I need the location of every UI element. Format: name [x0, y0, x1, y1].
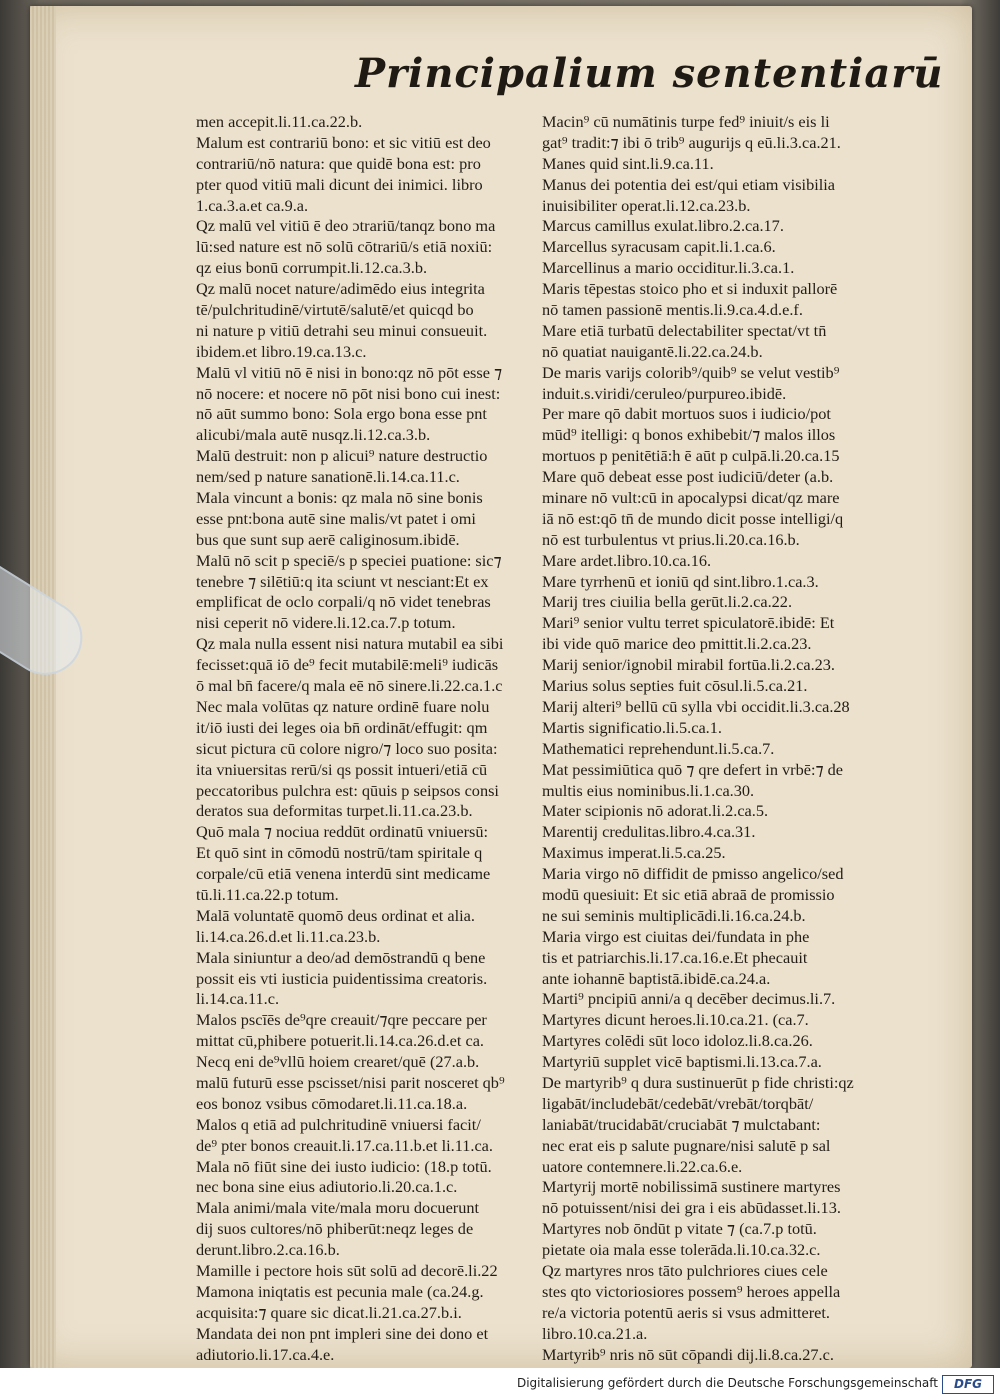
- index-line: Marij alteri⁹ bellū cū sylla vbi occidit.li.3.ca.28: [542, 696, 850, 716]
- index-line: nec bona sine eius adiutorio.li.20.ca.1.c.: [196, 1177, 458, 1197]
- index-line: Nec mala volūtas qz nature ordinē fuare nolu: [196, 696, 490, 716]
- index-line: minare nō vult:cū in apocalypsi dicat/qz mare: [542, 488, 840, 508]
- index-line: Mala siniuntur a deo/ad demōstrandū q bene: [196, 947, 486, 967]
- page-edges: [30, 6, 56, 1368]
- index-line: nō tamen passionē mentis.li.9.ca.4.d.e.f.: [542, 300, 803, 320]
- index-line: Maximus imperat.li.5.ca.25.: [542, 843, 726, 863]
- index-line: ni nature p vitiū detrahi seu minui consueuit.: [196, 320, 488, 340]
- index-line: lū:sed nature est nō solū cōtrariū/s etiā noxiū:: [196, 237, 493, 257]
- index-line: Maria virgo nō diffidit de pmisso angelico/sed: [542, 864, 844, 884]
- index-line: peccatoribus pulchra est: qūuis p seipsos consi: [196, 780, 499, 800]
- index-line: Mari⁹ senior vultu terret spiculatorē.ibidē: Et: [542, 613, 835, 633]
- right-column: [542, 112, 880, 1365]
- index-line: inuisibiliter operat.li.12.ca.23.b.: [542, 195, 751, 215]
- index-line: Mamille i pectore hois sūt solū ad decorē.li.22: [196, 1260, 498, 1280]
- index-line: Marentij credulitas.libro.4.ca.31.: [542, 822, 756, 842]
- index-line: Maria virgo est ciuitas dei/fundata in phe: [542, 926, 810, 946]
- index-line: ne sui seminis multiplicādi.li.16.ca.24.b.: [542, 905, 806, 925]
- index-line: Manus dei potentia dei est/qui etiam visibilia: [542, 174, 836, 194]
- index-line: Mamona iniqtatis est pecunia male (ca.24.g.: [196, 1281, 484, 1301]
- index-line: Martyrib⁹ nris nō sūt cōpandi dij.li.8.ca.27.c.: [542, 1344, 834, 1364]
- index-line: Mat pessimiūtica quō ⁊ qre defert in vrbē:⁊ de: [542, 759, 844, 779]
- index-line: multis eius nominibus.li.1.ca.30.: [542, 780, 755, 800]
- index-line: Mare tyrrhenū et ioniū qd sint.libro.1.ca.3.: [542, 571, 819, 591]
- index-line: possit eis vti iusticia puidentissima creatoris.: [196, 968, 488, 988]
- index-line: ō mal bn̄ facere/q mala eē nō sinere.li.22.ca.1.c: [196, 676, 503, 696]
- index-line: Mare etiā turbatū delectabiliter spectat/vt tn̄: [542, 320, 827, 340]
- index-line: Martis significatio.li.5.ca.1.: [542, 717, 722, 737]
- index-line: nisi ceperit nō videre.li.12.ca.7.p totum.: [196, 613, 456, 633]
- index-line: Qz malū nocet nature/adimēdo eius integrita: [196, 279, 485, 299]
- index-line: Qz malū vel vitiū ē deo ɔtrariū/tanqz bono ma: [196, 216, 496, 236]
- index-line: gat⁹ tradit:⁊ ibi ō trib⁹ augurijs q eū.li.3.ca.21.: [542, 132, 841, 152]
- index-line: Marti⁹ pncipiū anni/a q decēber decimus.li.7.: [542, 989, 836, 1009]
- index-line: Mater scipionis nō adorat.li.2.ca.5.: [542, 801, 769, 821]
- index-line: alicubi/mala autē nusqz.li.12.ca.3.b.: [196, 425, 431, 445]
- index-line: Macin⁹ cū numātinis turpe fed⁹ iniuit/s eis li: [542, 112, 830, 131]
- index-line: Marcellus syracusam capit.li.1.ca.6.: [542, 237, 776, 257]
- index-line: ibidem.et libro.19.ca.13.c.: [196, 341, 367, 361]
- index-line: Martyres colēdi sūt loco idoloz.li.8.ca.26.: [542, 1031, 813, 1051]
- index-line: stes qto victoriosiores possem⁹ heroes appella: [542, 1281, 841, 1301]
- index-line: nō nocere: et nocere nō pōt nisi bono cui inest:: [196, 383, 501, 403]
- index-line: derunt.libro.2.ca.16.b.: [196, 1240, 340, 1260]
- index-line: adiutorio.li.17.ca.4.e.: [196, 1344, 335, 1364]
- index-line: Necq eni de⁹vllū hoiem crearet/quē (27.a.b.: [196, 1052, 480, 1072]
- index-line: de⁹ pter bonos creauit.li.17.ca.11.b.et li.11.ca.: [196, 1135, 493, 1155]
- index-line: qz eius bonū corrumpit.li.12.ca.3.b.: [196, 258, 428, 278]
- index-line: men accepit.li.11.ca.22.b.: [196, 112, 363, 131]
- index-line: nō aūt summo bono: Sola ergo bona esse pnt: [196, 404, 487, 424]
- index-line: malū futurū esse pscisset/nisi parit nosceret qb⁹: [196, 1072, 505, 1092]
- index-line: esse pnt:bona autē sine malis/vt patet i omi: [196, 508, 476, 528]
- index-line: ibi vide quō marice deo pmittit.li.2.ca.23.: [542, 634, 812, 654]
- index-line: emplificat de oclo corpali/q nō videt tenebras: [196, 592, 491, 612]
- index-line: acquisita:⁊ quare sic dicat.li.21.ca.27.b.i.: [196, 1302, 462, 1322]
- index-line: Marij senior/ignobil mirabil fortūa.li.2.ca.23.: [542, 655, 835, 675]
- index-line: Maris tēpestas stoico pho et si induxit pallorē: [542, 279, 838, 299]
- index-line: mūd⁹ itelligi: q bonos exhibebit/⁊ malos illos: [542, 425, 836, 445]
- index-line: sicut pictura cū colore nigro/⁊ loco suo posita:: [196, 738, 498, 758]
- index-line: nō est turbulentus vt prius.li.20.ca.16.b.: [542, 529, 800, 549]
- index-line: nō quatiat nauigantē.li.22.ca.24.b.: [542, 341, 763, 361]
- index-line: 1.ca.3.a.et ca.9.a.: [196, 195, 309, 215]
- index-line: dij suos cultores/nō phiberūt:neqz leges de: [196, 1219, 474, 1239]
- dfg-logo: DFG: [942, 1375, 994, 1394]
- index-line: Martyres dicunt heroes.li.10.ca.21. (ca.7.: [542, 1010, 809, 1030]
- index-line: Malū destruit: non p alicui⁹ nature destructio: [196, 446, 488, 466]
- index-line: libro.10.ca.21.a.: [542, 1323, 648, 1343]
- index-line: Marius solus septies fuit cōsul.li.5.ca.21.: [542, 676, 808, 696]
- index-line: Manes quid sint.li.9.ca.11.: [542, 153, 714, 173]
- index-line: Mare ardet.libro.10.ca.16.: [542, 550, 712, 570]
- index-line: ita vniuersitas rerū/si qs possit intueri/etiā cū: [196, 759, 488, 779]
- index-line: Marcus camillus exulat.libro.2.ca.17.: [542, 216, 784, 236]
- index-line: re/a victoria potentū aeris si vsus admitteret.: [542, 1302, 830, 1322]
- index-line: Martyres nob ōndūt p vitate ⁊ (ca.7.p totū.: [542, 1219, 817, 1239]
- index-line: Malā voluntatē quomō deus ordinat et alia.: [196, 905, 475, 925]
- index-line: nem/sed p nature sanationē.li.14.ca.11.c.: [196, 467, 460, 487]
- index-line: Malos q etiā ad pulchritudinē vniuersi facit/: [196, 1114, 481, 1134]
- index-line: Mala animi/mala vite/mala moru docuerunt: [196, 1198, 480, 1218]
- index-line: pter quod vitiū mali dicunt dei inimici. libro: [196, 174, 483, 194]
- index-line: contrariū/nō natura: que quidē bona est: pro: [196, 153, 481, 173]
- index-line: induit.s.viridi/ceruleo/purpureo.ibidē.: [542, 383, 787, 403]
- index-line: Et quō sint in cōmodū nostrū/tam spiritale q: [196, 843, 483, 863]
- footer-credit: Digitalisierung gefördert durch die Deutsche Forschungsgemeinschaft: [516, 1376, 938, 1390]
- index-line: Malos pscīēs de⁹qre creauit/⁊qre peccare per: [196, 1010, 487, 1030]
- index-line: deratos sua deformitas turpet.li.11.ca.23.b.: [196, 801, 473, 821]
- index-line: tis et patriarchis.li.17.ca.16.e.Et phecauit: [542, 947, 808, 967]
- index-line: fecisset:quā iō de⁹ fecit mutabilē:meli⁹ iudicās: [196, 655, 499, 675]
- index-line: Qz martyres nros tāto pulchriores ciues cele: [542, 1260, 828, 1280]
- index-line: nec erat eis p salute pugnare/nisi salutē p sal: [542, 1135, 831, 1155]
- index-line: laniabāt/trucidabāt/cruciabāt ⁊ mulctabant:: [542, 1114, 821, 1134]
- index-line: nō potuissent/nisi dei gra i eis abūdasset.li.13.: [542, 1198, 841, 1218]
- index-line: Mandata dei non pnt impleri sine dei dono et: [196, 1323, 489, 1343]
- index-line: Marij tres ciuilia bella gerūt.li.2.ca.22.: [542, 592, 793, 612]
- index-line: Mare quō debeat esse post iudiciū/deter (a.b.: [542, 467, 834, 487]
- index-line: Malū nō scit p speciē/s p speciei puatione: sic⁊: [196, 550, 502, 570]
- index-line: ante iohannē baptistā.ibidē.ca.24.a.: [542, 968, 771, 988]
- index-line: Mathematici reprehendunt.li.5.ca.7.: [542, 738, 775, 758]
- index-line: Martyrij mortē nobilissimā sustinere martyres: [542, 1177, 841, 1197]
- index-line: tē/pulchritudinē/virtutē/salutē/et quicqd bo: [196, 300, 474, 320]
- index-line: pietate oia mala esse tolerāda.li.10.ca.32.c.: [542, 1240, 821, 1260]
- index-line: it/iō iusti dei leges oia bn̄ ordināt/effugit: qm: [196, 717, 488, 737]
- index-line: uatore contemnere.li.22.ca.6.e.: [542, 1156, 743, 1176]
- plastic-clip: [0, 560, 90, 670]
- index-line: Marcellinus a mario occiditur.li.3.ca.1.: [542, 258, 795, 278]
- index-line: mittat cū,phibere potuerit.li.14.ca.26.d.et ca.: [196, 1031, 484, 1051]
- index-line: li.14.ca.11.c.: [196, 989, 280, 1009]
- index-line: iā nō est:qō tn̄ de mundo dicit posse intelligi/q: [542, 508, 844, 528]
- index-line: corpale/cū etiā venena interdū sint medicame: [196, 864, 491, 884]
- index-line: tenebre ⁊ silētiū:q ita sciunt vt nesciant:Et ex: [196, 571, 489, 591]
- index-line: Mala vincunt a bonis: qz mala nō sine bonis: [196, 488, 483, 508]
- index-line: bus que sunt sup aerē caliginosum.ibidē.: [196, 529, 460, 549]
- index-line: Quō mala ⁊ nociua reddūt ordinatū vniuersū:: [196, 822, 489, 842]
- left-column: [196, 112, 526, 1365]
- index-line: li.14.ca.26.d.et li.11.ca.23.b.: [196, 926, 381, 946]
- index-line: mortuos p penitētiā:h ē aūt p culpā.li.20.ca.15: [542, 446, 840, 466]
- index-line: Per mare qō dabit mortuos suos i iudicio/pot: [542, 404, 831, 424]
- index-line: Qz mala nulla essent nisi natura mutabil ea sibi: [196, 634, 504, 654]
- footer-bar: [0, 1368, 1000, 1399]
- index-line: modū quesiuit: Et sic etiā abraā de promissio: [542, 884, 835, 904]
- index-line: eos bonoz vsibus cōmodaret.li.11.ca.18.a.: [196, 1093, 468, 1113]
- index-line: Martyriū supplet vicē baptismi.li.13.ca.7.a.: [542, 1052, 822, 1072]
- index-line: Malum est contrariū bono: et sic vitiū est deo: [196, 132, 491, 152]
- index-line: Mala nō fiūt sine dei iusto iudicio: (18.p totū.: [196, 1156, 492, 1176]
- index-line: Malū vl vitiū nō ē nisi in bono:qz nō pōt esse ⁊: [196, 362, 503, 382]
- running-head: Principalium sententiarū: [355, 50, 944, 97]
- index-line: De maris varijs colorib⁹/quib⁹ se velut vestib⁹: [542, 362, 840, 382]
- index-line: tū.li.11.ca.22.p totum.: [196, 884, 339, 904]
- index-line: De martyrib⁹ q dura sustinuerūt p fide christi:qz: [542, 1072, 854, 1092]
- index-line: ligabāt/includebāt/cedebāt/vrebāt/torqbāt/: [542, 1093, 814, 1113]
